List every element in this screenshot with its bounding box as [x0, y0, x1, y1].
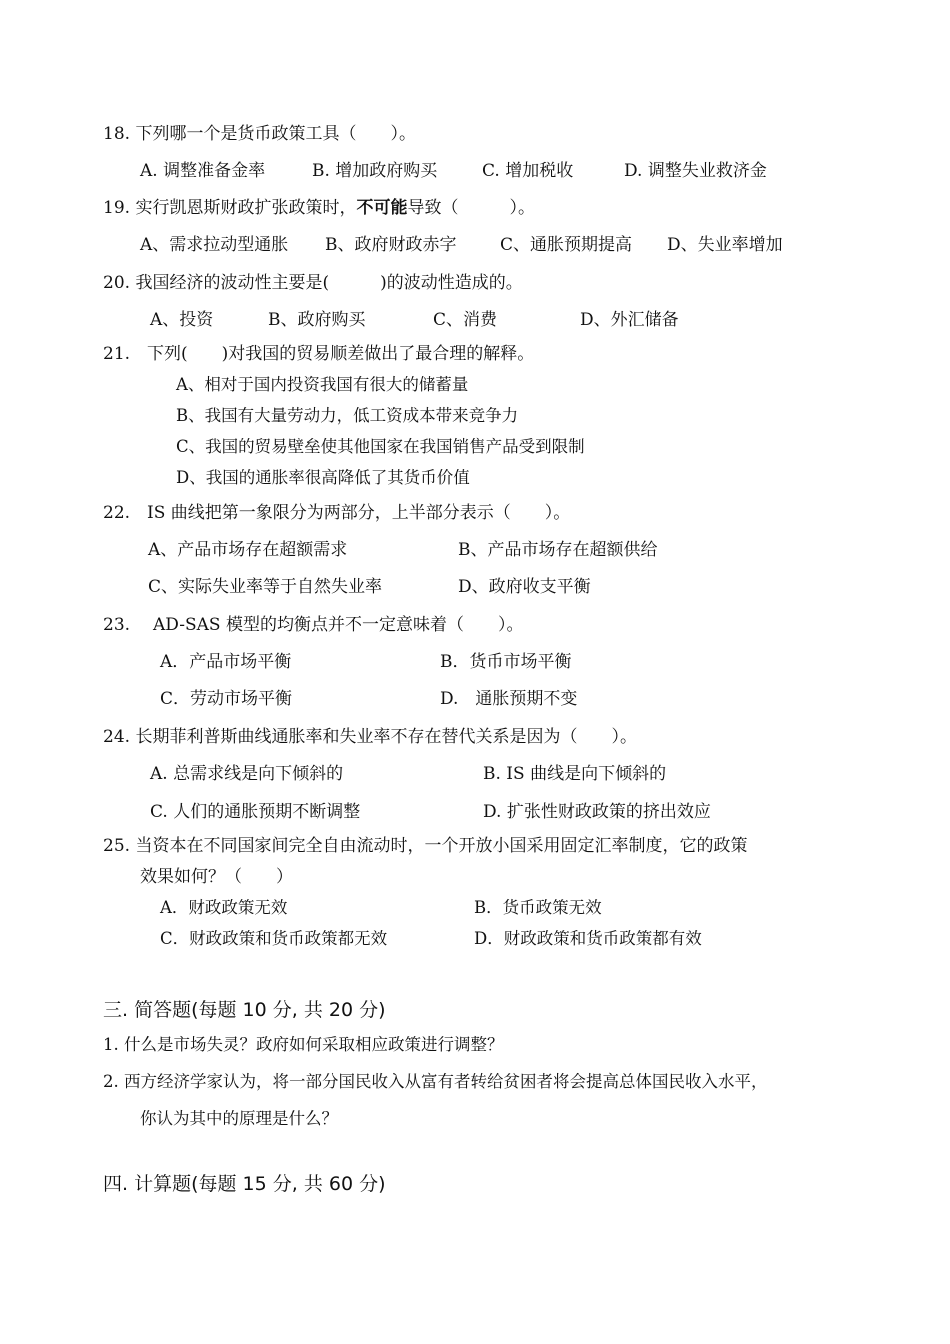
- q22-option-d: D、政府收支平衡: [458, 577, 591, 597]
- q24-option-b: B. IS 曲线是向下倾斜的: [483, 764, 667, 784]
- q19-option-a: A、需求拉动型通胀: [140, 235, 289, 255]
- section3-q1: 1. 什么是市场失灵？政府如何采取相应政策进行调整？: [103, 1035, 504, 1054]
- q22-option-a: A、产品市场存在超额需求: [148, 540, 348, 560]
- q25-option-b: B．货币政策无效: [474, 898, 602, 917]
- q25-stem-line2: 效果如何？（ ）: [140, 867, 293, 887]
- q25-option-d: D．财政政策和货币政策都有效: [474, 929, 702, 948]
- q19-stem-pre: 19. 实行凯恩斯财政扩张政策时，: [103, 198, 357, 218]
- q19-option-c: C、通胀预期提高: [500, 235, 633, 255]
- q20-option-d: D、外汇储备: [580, 310, 679, 330]
- q19-stem-post: 导致（ ）。: [407, 198, 535, 218]
- q23-option-d: D. 通胀预期不变: [440, 689, 578, 709]
- q25-option-c: C．财政政策和货币政策都无效: [160, 929, 388, 948]
- q22-option-c: C、实际失业率等于自然失业率: [148, 577, 383, 597]
- q21-option-b: B、我国有大量劳动力，低工资成本带来竞争力: [176, 406, 519, 425]
- q23-option-a: A．产品市场平衡: [160, 652, 292, 672]
- q21-option-d: D、我国的通胀率很高降低了其货币价值: [176, 468, 470, 487]
- q19-option-b: B、政府财政赤字: [325, 235, 457, 255]
- q24-option-a: A. 总需求线是向下倾斜的: [150, 764, 344, 784]
- q24-stem: 24. 长期菲利普斯曲线通胀率和失业率不存在替代关系是因为（ ）。: [103, 727, 637, 747]
- q22-stem: 22. IS 曲线把第一象限分为两部分，上半部分表示（ ）。: [103, 503, 571, 523]
- q23-option-c: C．劳动市场平衡: [160, 689, 293, 709]
- q20-stem: 20. 我国经济的波动性主要是( )的波动性造成的。: [103, 273, 523, 293]
- q20-option-c: C、消费: [433, 310, 498, 330]
- q24-option-c: C. 人们的通胀预期不断调整: [150, 802, 361, 822]
- q21-option-a: A、相对于国内投资我国有很大的储蓄量: [176, 375, 469, 394]
- section4-title: 四. 计算题(每题 15 分, 共 60 分): [103, 1173, 386, 1195]
- section3-title: 三. 简答题(每题 10 分, 共 20 分): [103, 999, 386, 1021]
- q19-stem-emphasis: 不可能: [356, 198, 408, 218]
- q18-option-c: C. 增加税收: [482, 161, 574, 181]
- q18-option-b: B. 增加政府购买: [312, 161, 438, 181]
- q23-stem: AD-SAS 模型的均衡点并不一定意味着（ ）。: [153, 615, 524, 635]
- q19-option-d: D、失业率增加: [667, 235, 783, 255]
- q21-option-c: C、我国的贸易壁垒使其他国家在我国销售产品受到限制: [176, 437, 585, 456]
- q23-number: 23.: [103, 615, 131, 635]
- q20-option-a: A、投资: [150, 310, 214, 330]
- q18-option-a: A. 调整准备金率: [140, 161, 266, 181]
- q23-option-b: B．货币市场平衡: [440, 652, 572, 672]
- section3-q2-line1: 2. 西方经济学家认为，将一部分国民收入从富有者转给贫困者将会提高总体国民收入水平，: [103, 1072, 768, 1091]
- q25-stem-line1: 25. 当资本在不同国家间完全自由流动时，一个开放小国采用固定汇率制度，它的政策: [103, 836, 748, 856]
- q18-stem: 18. 下列哪一个是货币政策工具（ ）。: [103, 124, 416, 144]
- section3-q2-line2: 你认为其中的原理是什么？: [140, 1109, 338, 1128]
- q25-option-a: A．财政政策无效: [160, 898, 288, 917]
- q20-option-b: B、政府购买: [268, 310, 366, 330]
- q19-stem: [103, 197, 535, 219]
- q21-stem: 21. 下列( )对我国的贸易顺差做出了最合理的解释。: [103, 344, 535, 364]
- q22-option-b: B、产品市场存在超额供给: [458, 540, 658, 560]
- q18-option-d: D. 调整失业救济金: [624, 161, 767, 181]
- q24-option-d: D. 扩张性财政政策的挤出效应: [483, 802, 711, 822]
